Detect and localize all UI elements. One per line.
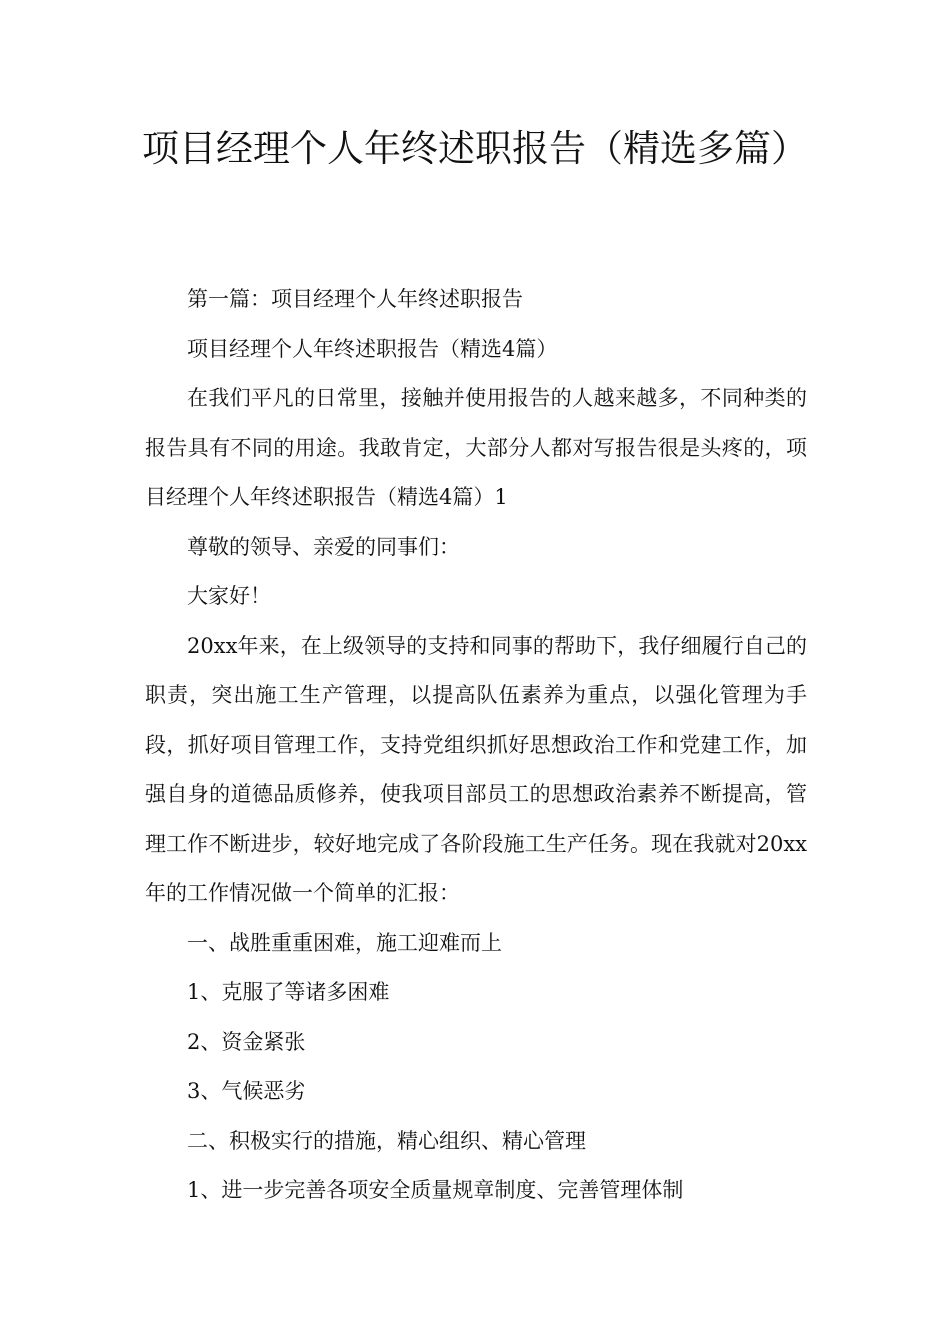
paragraph-item-2: 2、资金紧张 (187, 1029, 306, 1054)
paragraph-report-title: 项目经理个人年终述职报告（精选4篇） (187, 336, 558, 361)
paragraph-intro: 在我们平凡的日常里，接触并使用报告的人越来越多，不同种类的报告具有不同的用途。我敢肯定，大部分人都对写报告很是头疼的，项目经理个人年终述职报告（精选4篇）1 (145, 386, 807, 509)
paragraph-summary: 20xx年来，在上级领导的支持和同事的帮助下，我仔细履行自己的职责，突出施工生产管理，以提高队伍素养为重点，以强化管理为手段，抓好项目管理工作，支持党组织抓好思想政治工作和党建工作，加强自身的道德品质修养，使我项目部员工的思想政治素养不断提高，管理工作不断进步，较好地完成了各阶段施工生产任务。现在我就对20xx年的工作情况做一个简单的汇报： (145, 633, 807, 905)
paragraph-item-1: 1、克服了等诸多困难 (187, 980, 390, 1004)
paragraph-item-3: 3、气候恶劣 (187, 1079, 306, 1103)
document-title: 项目经理个人年终述职报告（精选多篇） (142, 127, 808, 170)
paragraph-section-two: 二、积极实行的措施，精心组织、精心管理 (187, 1128, 586, 1153)
paragraph-greeting: 大家好！ (187, 584, 271, 608)
paragraph-chapter-heading: 第一篇：项目经理个人年终述职报告 (187, 287, 523, 311)
paragraph-item-2-1: 1、进一步完善各项安全质量规章制度、完善管理体制 (187, 1178, 684, 1202)
paragraph-section-one: 一、战胜重重困难，施工迎难而上 (187, 930, 502, 955)
paragraph-salutation: 尊敬的领导、亲爱的同事们： (187, 534, 460, 559)
document-body (145, 275, 807, 1216)
